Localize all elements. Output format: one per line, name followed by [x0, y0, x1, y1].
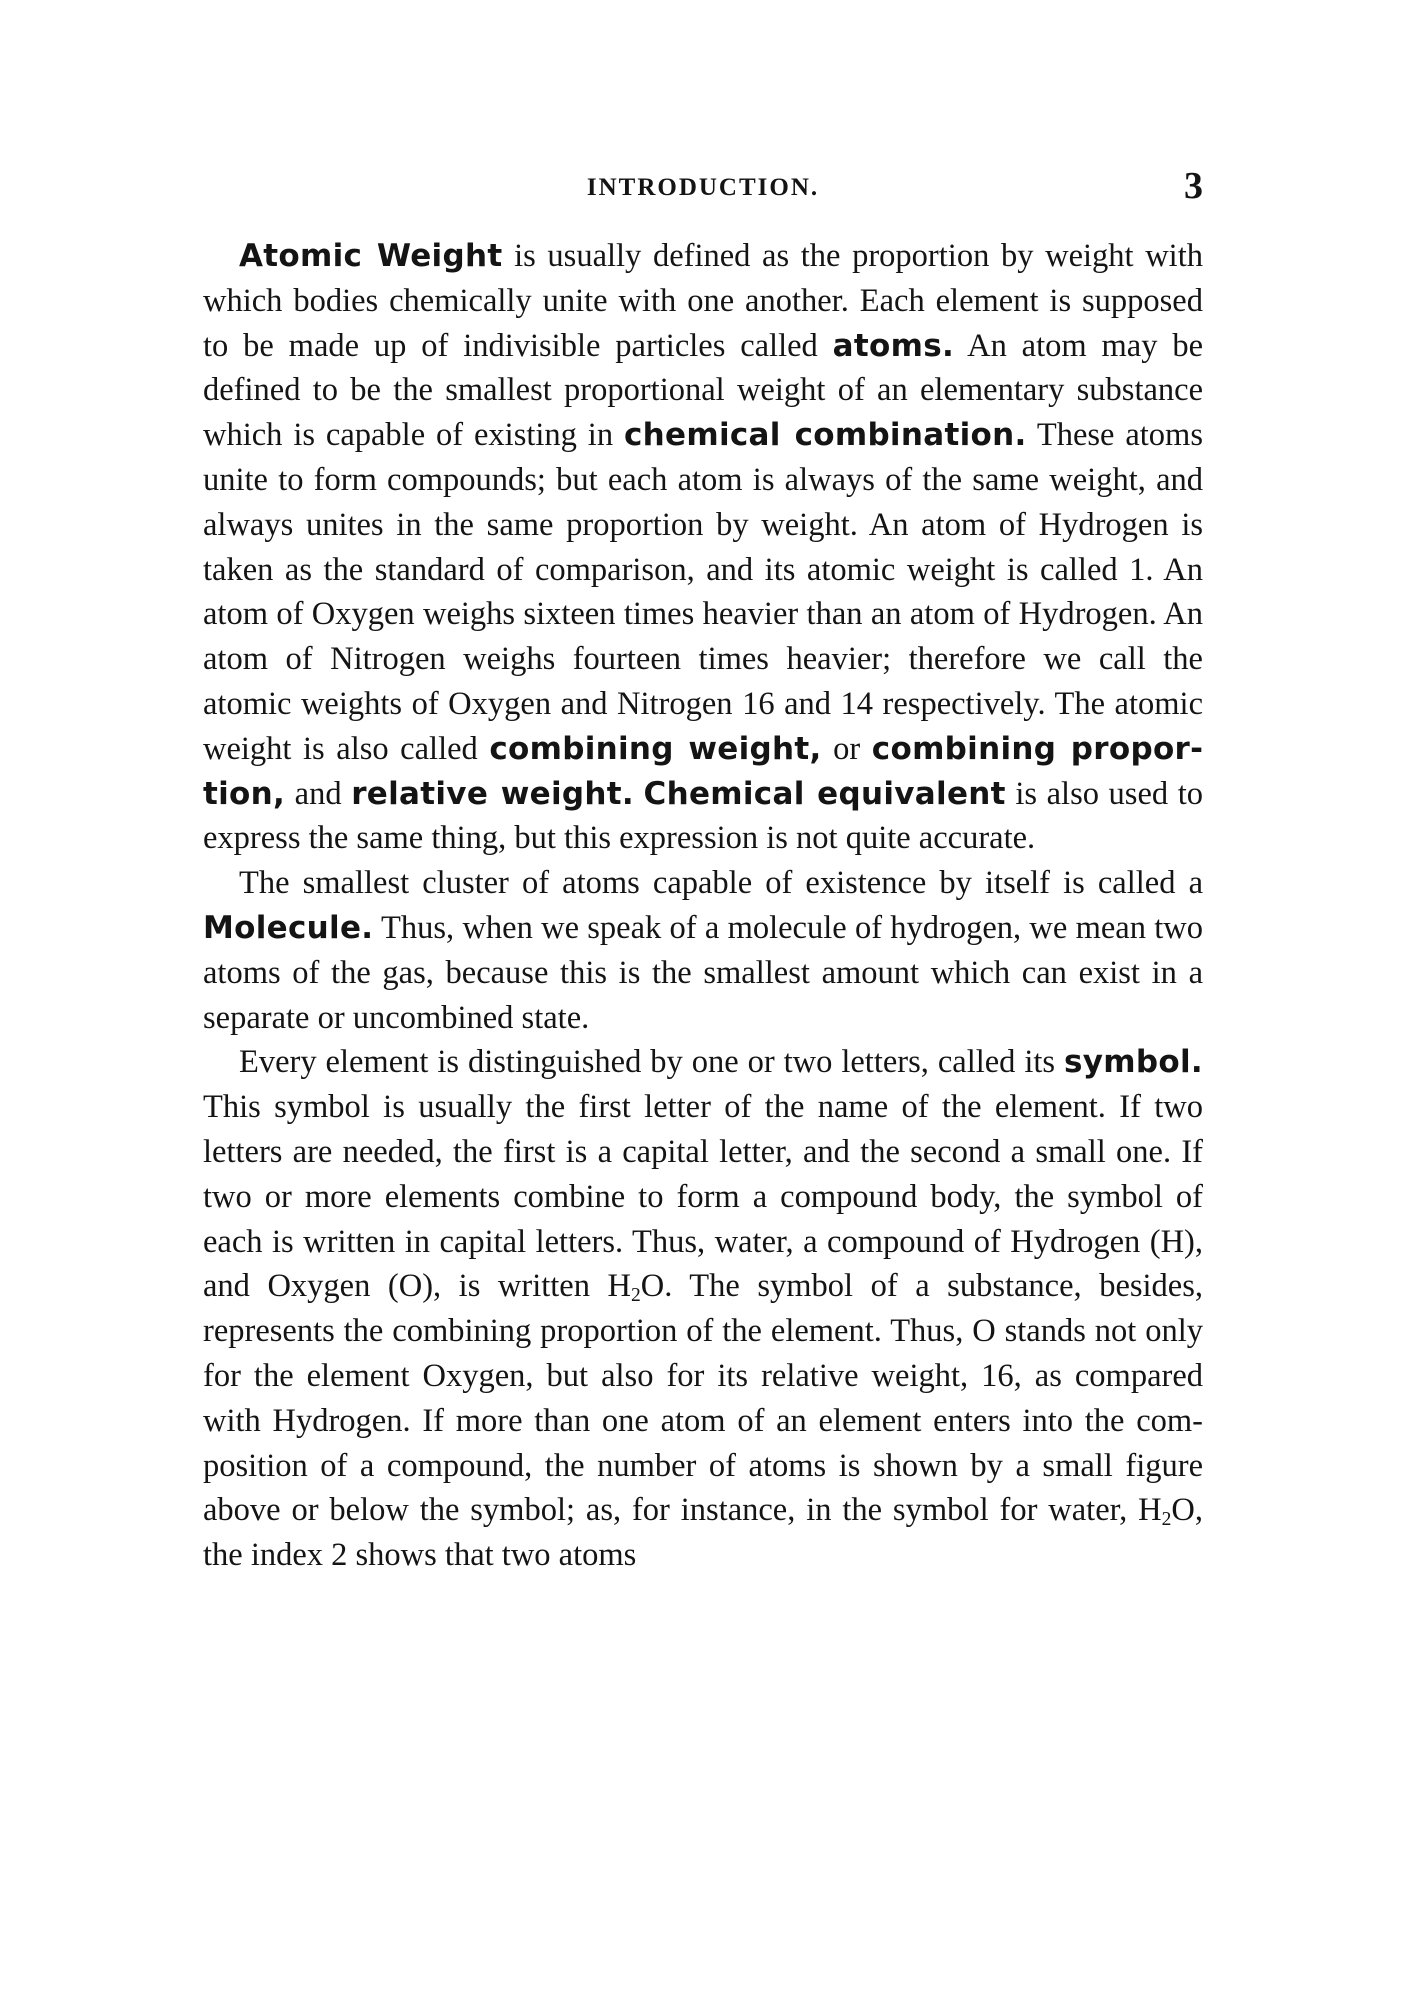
- formula-water: [607, 1268, 665, 1307]
- text-span: This symbol is usually the first letter of the name of the element. If two letters are needed, the first is a capital letter, and the second a small one. If two or more elements combine to form a compound body, the symbol of each is written in capital letters. Thus, water, a compound of Hydrogen (H), and Oxygen (O), is written: [203, 1089, 1203, 1305]
- term-chemical-combination: chemical combination.: [623, 417, 1027, 454]
- paragraph-atomic-weight: [203, 234, 1203, 861]
- term-atomic-weight: Atomic Weight: [239, 238, 503, 274]
- text-span: or: [821, 730, 872, 767]
- term-relative-weight: relative weight.: [351, 775, 634, 812]
- text-span: is usually defined as the proportion by weight with which bodies chemically unite with one another. Each element is supposed to be made up of indivisible particles called: [203, 238, 1203, 364]
- text-span: . The symbol of a substance, besides, represents the combining proportion of the element. Thus, O stands not only for the element Oxygen, but also for its relative weight, 16, as compared with Hydrogen. If more than one atom of an element enters into the composition of a compound, the number of atoms is shown by a small figure above or below the symbol; as, for instance, in the symbol for water,: [203, 1268, 1204, 1529]
- formula-element: O: [640, 1268, 665, 1305]
- term-symbol: symbol.: [1064, 1044, 1203, 1081]
- paragraph-symbol: [203, 1040, 1203, 1578]
- text-span: , the index 2 shows that two atoms: [203, 1492, 1203, 1574]
- formula-subscript: 2: [1161, 1509, 1172, 1531]
- text-span: and: [285, 775, 352, 812]
- page-number: 3: [1184, 165, 1203, 207]
- term-chemical-equivalent: Chemical equivalent: [643, 775, 1006, 812]
- text-span: Every element is distinguished by one or two letters, called its: [239, 1044, 1065, 1081]
- text-span: The smallest cluster of atoms capable of existence by itself is called a: [239, 865, 1203, 902]
- formula-element: H: [607, 1268, 631, 1305]
- text-span: An atom may be defined to be the smallest proportional weight of an elementary substance which is capable of existing in: [203, 327, 1203, 454]
- term-atoms: atoms.: [832, 327, 955, 364]
- formula-element: O: [1171, 1492, 1195, 1529]
- text-span: These atoms unite to form compounds; but each atom is always of the same weight, and always unites in the same proportion by weight. An atom of Hydrogen is taken as the standard of comparison, and its atomic weight is called 1. An atom of Oxygen weighs sixteen times heavier than an atom of Hydrogen. An atom of Nitrogen weighs fourteen times heavier; therefore we call the atomic weights of Oxygen and Nitrogen 16 and 14 respectively. The atomic weight is also called: [203, 417, 1203, 767]
- term-combining-proportion: combining proportion,: [203, 730, 1204, 812]
- text-span: [634, 776, 644, 812]
- term-combining-weight: combining weight,: [489, 730, 822, 767]
- text-span: is also used to express the same thing, but this expression is not quite accurate.: [203, 775, 1203, 857]
- formula-water: [1138, 1492, 1195, 1531]
- page-header: [203, 165, 1203, 218]
- paragraph-molecule: [203, 861, 1203, 1040]
- formula-element: H: [1138, 1492, 1162, 1529]
- formula-subscript: 2: [630, 1285, 641, 1307]
- body-text: [203, 234, 1203, 1578]
- text-span: Thus, when we speak of a molecule of hydrogen, we mean two atoms of the gas, because this is the smallest amount which can exist in a separate or uncombined state.: [203, 909, 1203, 1036]
- term-molecule: Molecule.: [203, 909, 374, 946]
- running-head: INTRODUCTION.: [586, 174, 820, 201]
